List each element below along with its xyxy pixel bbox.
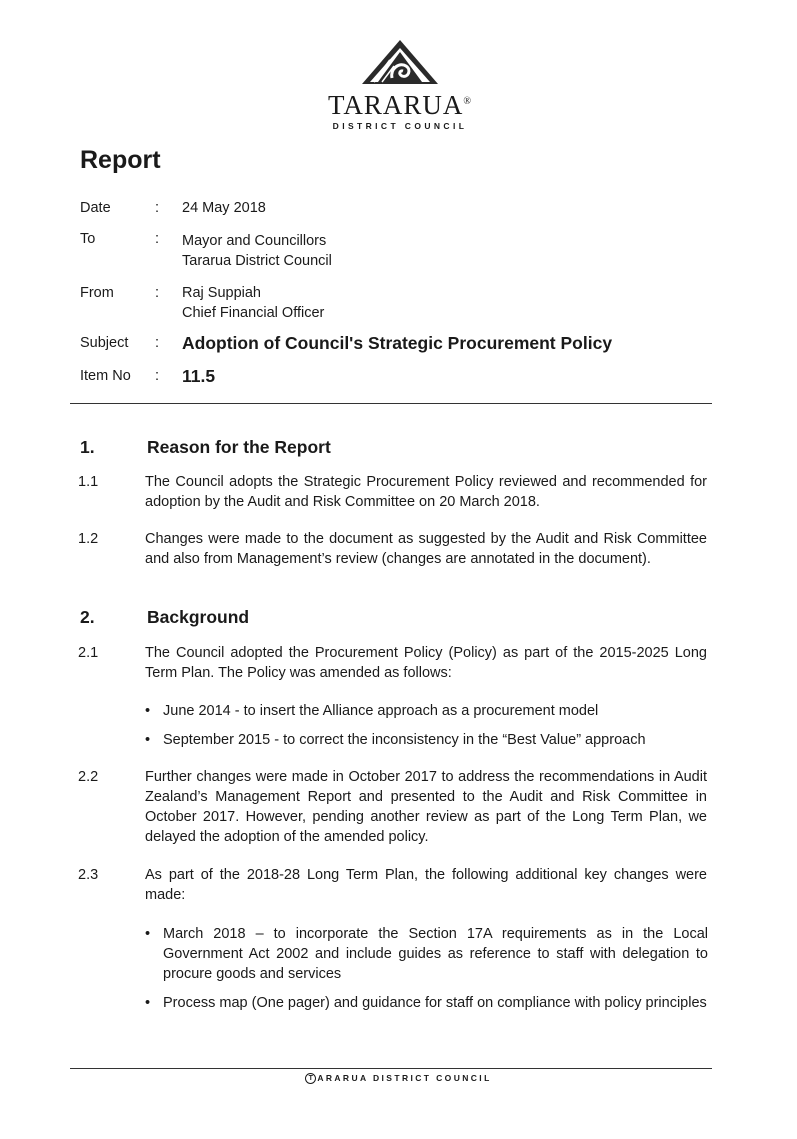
header-divider [70,403,712,404]
meta-colon: : [155,200,160,216]
logo-wordmark [300,88,500,119]
section-number: 2. [80,607,95,627]
footer-divider [70,1068,712,1069]
item-label: Item No [80,368,131,384]
bullet-text: March 2018 – to incorporate the Section 17A requirements as in the Local Government Act 2002 and include guides as reference to staff with delegation to procure goods and services [163,926,708,982]
mountain-logo-icon [360,38,440,86]
subject-label: Subject [80,335,129,351]
meta-colon: : [155,335,160,351]
from-label: From [80,285,114,301]
from-value [182,283,682,323]
to-label: To [80,231,96,247]
from-line-2: Chief Financial Officer [182,305,325,321]
paragraph-number: 2.3 [78,867,99,883]
paragraph-text: The Council adopted the Procurement Policy (Policy) as part of the 2015-2025 Long Term Plan. The Policy was amended as follows: [145,645,707,681]
from-line-1: Raj Suppiah [182,285,261,301]
date-value: 24 May 2018 [182,200,266,216]
paragraph-text: Changes were made to the document as suggested by the Audit and Risk Committee and also from Management’s review (changes are annotated in the document). [145,531,707,567]
paragraph-number: 2.2 [78,769,99,785]
section-title: Reason for the Report [147,437,331,457]
registered-mark: ® [463,96,472,107]
paragraph-text: The Council adopts the Strategic Procurement Policy reviewed and recommended for adoption by the Audit and Risk Committee on 20 March 2018. [145,474,707,510]
to-line-2: Tararua District Council [182,253,332,269]
logo-subtitle: DISTRICT COUNCIL [332,121,468,131]
bullet-text: June 2014 - to insert the Alliance approach as a procurement model [163,703,599,719]
paragraph-number: 2.1 [78,645,99,661]
footer-logo-icon: T [305,1073,316,1084]
meta-colon: : [155,231,160,247]
logo-name: TARARUA [328,90,464,120]
bullet-icon: • [145,732,151,748]
section-number: 1. [80,437,95,457]
paragraph-text: As part of the 2018-28 Long Term Plan, the following additional key changes were made: [145,867,707,903]
bullet-icon: • [145,926,151,942]
paragraph-number: 1.1 [78,474,99,490]
section-title: Background [147,607,250,627]
to-line-1: Mayor and Councillors [182,233,327,249]
bullet-icon: • [145,995,151,1011]
meta-colon: : [155,368,160,384]
meta-colon: : [155,285,160,301]
to-value [182,231,682,271]
paragraph-number: 1.2 [78,531,99,547]
bullet-text: Process map (One pager) and guidance for staff on compliance with policy principles [163,995,707,1011]
report-title: Report [80,146,161,174]
subject-value: Adoption of Council's Strategic Procurement Policy [182,333,613,353]
bullet-icon: • [145,703,151,719]
footer-text: ARARUA DISTRICT COUNCIL [317,1073,492,1083]
item-value: 11.5 [182,366,216,386]
date-label: Date [80,200,111,216]
council-logo [300,38,500,131]
footer [0,1073,797,1084]
paragraph-text: Further changes were made in October 2017 to address the recommendations in Audit Zealand’s Management Report and presented to the Audit and Risk Committee in October 2017. However, pending another review as part of the Long Term Plan, we delayed the adoption of the amended policy. [145,769,707,845]
bullet-text: September 2015 - to correct the inconsistency in the “Best Value” approach [163,732,646,748]
